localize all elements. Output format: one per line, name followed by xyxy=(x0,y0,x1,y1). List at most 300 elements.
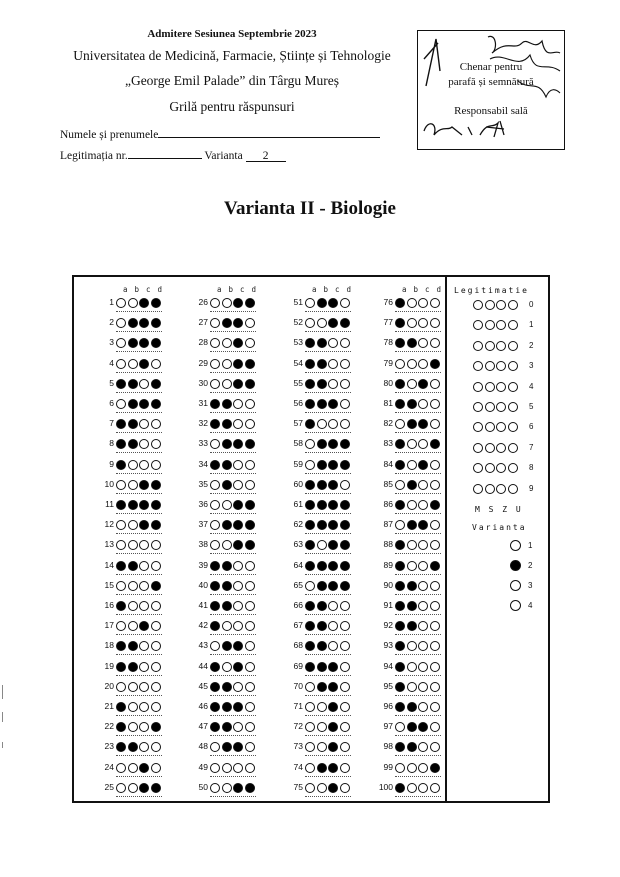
answer-bubble-d[interactable] xyxy=(151,540,161,550)
answer-bubble-d[interactable] xyxy=(430,561,440,571)
answer-bubble-d[interactable] xyxy=(430,460,440,470)
answer-bubble-d[interactable] xyxy=(245,399,255,409)
answer-bubble-b[interactable] xyxy=(222,682,232,692)
answer-bubble-a[interactable] xyxy=(210,682,220,692)
answer-bubble-a[interactable] xyxy=(305,399,315,409)
answer-bubble-a[interactable] xyxy=(395,601,405,611)
answer-bubble-d[interactable] xyxy=(245,298,255,308)
answer-bubble-a[interactable] xyxy=(305,500,315,510)
answer-bubble-b[interactable] xyxy=(407,662,417,672)
answer-bubble-b[interactable] xyxy=(222,379,232,389)
answer-bubble-a[interactable] xyxy=(116,561,126,571)
legitimatie-bubble[interactable] xyxy=(485,300,495,310)
legitimatie-bubble[interactable] xyxy=(508,341,518,351)
legitimatie-bubble[interactable] xyxy=(485,320,495,330)
answer-bubble-b[interactable] xyxy=(317,439,327,449)
answer-bubble-d[interactable] xyxy=(245,722,255,732)
answer-bubble-d[interactable] xyxy=(430,722,440,732)
answer-bubble-b[interactable] xyxy=(317,500,327,510)
answer-bubble-a[interactable] xyxy=(210,561,220,571)
answer-bubble-b[interactable] xyxy=(317,742,327,752)
legitimatie-bubble[interactable] xyxy=(496,484,506,494)
answer-bubble-b[interactable] xyxy=(222,742,232,752)
answer-bubble-a[interactable] xyxy=(210,379,220,389)
answer-bubble-d[interactable] xyxy=(245,379,255,389)
answer-bubble-c[interactable] xyxy=(328,480,338,490)
answer-bubble-a[interactable] xyxy=(305,379,315,389)
answer-bubble-b[interactable] xyxy=(407,500,417,510)
answer-bubble-a[interactable] xyxy=(395,500,405,510)
answer-bubble-c[interactable] xyxy=(328,581,338,591)
answer-bubble-b[interactable] xyxy=(128,318,138,328)
answer-bubble-b[interactable] xyxy=(317,682,327,692)
answer-bubble-d[interactable] xyxy=(340,359,350,369)
legitimatie-bubble[interactable] xyxy=(485,361,495,371)
answer-bubble-b[interactable] xyxy=(407,641,417,651)
answer-bubble-d[interactable] xyxy=(151,742,161,752)
legitimatie-bubble[interactable] xyxy=(485,463,495,473)
answer-bubble-d[interactable] xyxy=(151,783,161,793)
legitimatie-bubble[interactable] xyxy=(508,361,518,371)
answer-bubble-a[interactable] xyxy=(395,763,405,773)
answer-bubble-d[interactable] xyxy=(340,298,350,308)
answer-bubble-c[interactable] xyxy=(139,783,149,793)
legitimatie-bubble[interactable] xyxy=(485,341,495,351)
answer-bubble-b[interactable] xyxy=(128,520,138,530)
answer-bubble-b[interactable] xyxy=(128,621,138,631)
answer-bubble-c[interactable] xyxy=(233,783,243,793)
answer-bubble-d[interactable] xyxy=(340,581,350,591)
answer-bubble-d[interactable] xyxy=(340,702,350,712)
answer-bubble-d[interactable] xyxy=(340,338,350,348)
answer-bubble-b[interactable] xyxy=(407,581,417,591)
answer-bubble-d[interactable] xyxy=(340,480,350,490)
answer-bubble-a[interactable] xyxy=(395,460,405,470)
answer-bubble-c[interactable] xyxy=(233,702,243,712)
answer-bubble-b[interactable] xyxy=(128,419,138,429)
answer-bubble-a[interactable] xyxy=(305,783,315,793)
answer-bubble-d[interactable] xyxy=(430,581,440,591)
answer-bubble-c[interactable] xyxy=(233,662,243,672)
answer-bubble-b[interactable] xyxy=(317,338,327,348)
legitimatie-bubble[interactable] xyxy=(473,382,483,392)
answer-bubble-b[interactable] xyxy=(222,581,232,591)
answer-bubble-a[interactable] xyxy=(210,298,220,308)
answer-bubble-c[interactable] xyxy=(328,763,338,773)
answer-bubble-b[interactable] xyxy=(407,379,417,389)
answer-bubble-d[interactable] xyxy=(340,662,350,672)
answer-bubble-b[interactable] xyxy=(407,783,417,793)
answer-bubble-a[interactable] xyxy=(395,581,405,591)
answer-bubble-d[interactable] xyxy=(245,702,255,712)
answer-bubble-c[interactable] xyxy=(139,601,149,611)
answer-bubble-c[interactable] xyxy=(139,359,149,369)
answer-bubble-d[interactable] xyxy=(430,702,440,712)
answer-bubble-d[interactable] xyxy=(430,742,440,752)
answer-bubble-d[interactable] xyxy=(245,561,255,571)
answer-bubble-d[interactable] xyxy=(340,318,350,328)
answer-bubble-a[interactable] xyxy=(210,702,220,712)
answer-bubble-d[interactable] xyxy=(430,399,440,409)
answer-bubble-c[interactable] xyxy=(328,702,338,712)
answer-bubble-c[interactable] xyxy=(139,379,149,389)
answer-bubble-c[interactable] xyxy=(328,601,338,611)
answer-bubble-d[interactable] xyxy=(340,682,350,692)
answer-bubble-d[interactable] xyxy=(430,338,440,348)
answer-bubble-b[interactable] xyxy=(317,641,327,651)
answer-bubble-b[interactable] xyxy=(128,540,138,550)
answer-bubble-d[interactable] xyxy=(340,783,350,793)
answer-bubble-b[interactable] xyxy=(222,783,232,793)
legitimatie-bubble[interactable] xyxy=(508,422,518,432)
answer-bubble-a[interactable] xyxy=(210,662,220,672)
answer-bubble-d[interactable] xyxy=(245,480,255,490)
answer-bubble-d[interactable] xyxy=(430,662,440,672)
answer-bubble-d[interactable] xyxy=(245,500,255,510)
legitimatie-bubble[interactable] xyxy=(485,382,495,392)
answer-bubble-c[interactable] xyxy=(328,379,338,389)
answer-bubble-c[interactable] xyxy=(233,601,243,611)
answer-bubble-b[interactable] xyxy=(407,359,417,369)
answer-bubble-b[interactable] xyxy=(222,722,232,732)
answer-bubble-a[interactable] xyxy=(395,298,405,308)
answer-bubble-b[interactable] xyxy=(128,641,138,651)
answer-bubble-a[interactable] xyxy=(395,783,405,793)
answer-bubble-b[interactable] xyxy=(222,399,232,409)
answer-bubble-b[interactable] xyxy=(317,480,327,490)
answer-bubble-c[interactable] xyxy=(418,783,428,793)
answer-bubble-b[interactable] xyxy=(128,742,138,752)
answer-bubble-c[interactable] xyxy=(418,298,428,308)
answer-bubble-b[interactable] xyxy=(222,561,232,571)
answer-bubble-d[interactable] xyxy=(430,682,440,692)
answer-bubble-b[interactable] xyxy=(317,359,327,369)
answer-bubble-b[interactable] xyxy=(407,419,417,429)
answer-bubble-d[interactable] xyxy=(430,763,440,773)
answer-bubble-d[interactable] xyxy=(430,783,440,793)
answer-bubble-b[interactable] xyxy=(128,601,138,611)
legitimatie-bubble[interactable] xyxy=(485,484,495,494)
answer-bubble-a[interactable] xyxy=(395,399,405,409)
answer-bubble-c[interactable] xyxy=(139,480,149,490)
answer-bubble-b[interactable] xyxy=(317,621,327,631)
answer-bubble-c[interactable] xyxy=(233,682,243,692)
answer-bubble-c[interactable] xyxy=(233,561,243,571)
answer-bubble-b[interactable] xyxy=(407,540,417,550)
answer-bubble-b[interactable] xyxy=(222,601,232,611)
answer-bubble-b[interactable] xyxy=(317,460,327,470)
answer-bubble-b[interactable] xyxy=(317,662,327,672)
answer-bubble-d[interactable] xyxy=(245,581,255,591)
answer-bubble-d[interactable] xyxy=(151,520,161,530)
answer-bubble-a[interactable] xyxy=(210,601,220,611)
answer-bubble-b[interactable] xyxy=(317,540,327,550)
answer-bubble-b[interactable] xyxy=(222,439,232,449)
answer-bubble-d[interactable] xyxy=(430,520,440,530)
answer-bubble-b[interactable] xyxy=(317,722,327,732)
answer-bubble-b[interactable] xyxy=(407,399,417,409)
answer-bubble-d[interactable] xyxy=(151,621,161,631)
answer-bubble-b[interactable] xyxy=(317,399,327,409)
answer-bubble-d[interactable] xyxy=(151,460,161,470)
answer-bubble-b[interactable] xyxy=(128,763,138,773)
answer-bubble-b[interactable] xyxy=(407,338,417,348)
answer-bubble-d[interactable] xyxy=(340,540,350,550)
answer-bubble-b[interactable] xyxy=(407,742,417,752)
answer-bubble-d[interactable] xyxy=(151,722,161,732)
answer-bubble-a[interactable] xyxy=(305,662,315,672)
legitimatie-bubble[interactable] xyxy=(496,300,506,310)
answer-bubble-d[interactable] xyxy=(430,480,440,490)
answer-bubble-b[interactable] xyxy=(222,298,232,308)
answer-bubble-c[interactable] xyxy=(139,662,149,672)
answer-bubble-b[interactable] xyxy=(128,439,138,449)
answer-bubble-d[interactable] xyxy=(340,460,350,470)
answer-bubble-d[interactable] xyxy=(340,763,350,773)
answer-bubble-d[interactable] xyxy=(430,500,440,510)
answer-bubble-b[interactable] xyxy=(222,419,232,429)
answer-bubble-d[interactable] xyxy=(151,399,161,409)
legitimatie-bubble[interactable] xyxy=(485,443,495,453)
answer-bubble-c[interactable] xyxy=(328,561,338,571)
legitimatie-bubble[interactable] xyxy=(508,443,518,453)
answer-bubble-b[interactable] xyxy=(407,480,417,490)
answer-bubble-c[interactable] xyxy=(233,763,243,773)
answer-bubble-c[interactable] xyxy=(139,763,149,773)
answer-bubble-d[interactable] xyxy=(430,419,440,429)
answer-bubble-c[interactable] xyxy=(418,480,428,490)
answer-bubble-b[interactable] xyxy=(222,359,232,369)
answer-bubble-b[interactable] xyxy=(128,581,138,591)
answer-bubble-b[interactable] xyxy=(317,581,327,591)
answer-bubble-d[interactable] xyxy=(245,318,255,328)
answer-bubble-b[interactable] xyxy=(317,601,327,611)
answer-bubble-a[interactable] xyxy=(305,298,315,308)
answer-bubble-a[interactable] xyxy=(116,662,126,672)
answer-bubble-d[interactable] xyxy=(245,520,255,530)
answer-bubble-d[interactable] xyxy=(245,460,255,470)
answer-bubble-b[interactable] xyxy=(128,298,138,308)
answer-bubble-b[interactable] xyxy=(222,702,232,712)
answer-bubble-c[interactable] xyxy=(328,500,338,510)
legitimatie-bubble[interactable] xyxy=(473,484,483,494)
answer-bubble-c[interactable] xyxy=(418,702,428,712)
answer-bubble-b[interactable] xyxy=(222,460,232,470)
answer-bubble-c[interactable] xyxy=(418,379,428,389)
answer-bubble-b[interactable] xyxy=(317,520,327,530)
legitimatie-bubble[interactable] xyxy=(508,300,518,310)
answer-bubble-d[interactable] xyxy=(151,500,161,510)
answer-bubble-c[interactable] xyxy=(139,500,149,510)
answer-bubble-d[interactable] xyxy=(430,641,440,651)
answer-bubble-b[interactable] xyxy=(128,359,138,369)
answer-bubble-a[interactable] xyxy=(305,460,315,470)
answer-bubble-b[interactable] xyxy=(317,702,327,712)
answer-bubble-b[interactable] xyxy=(222,318,232,328)
answer-bubble-c[interactable] xyxy=(233,480,243,490)
name-field[interactable] xyxy=(60,126,380,141)
legitimatie-bubble[interactable] xyxy=(473,341,483,351)
answer-bubble-c[interactable] xyxy=(139,702,149,712)
answer-bubble-a[interactable] xyxy=(210,480,220,490)
answer-bubble-b[interactable] xyxy=(128,702,138,712)
answer-bubble-a[interactable] xyxy=(116,682,126,692)
answer-bubble-d[interactable] xyxy=(151,379,161,389)
answer-bubble-d[interactable] xyxy=(430,439,440,449)
answer-bubble-d[interactable] xyxy=(340,601,350,611)
answer-bubble-d[interactable] xyxy=(151,419,161,429)
answer-bubble-c[interactable] xyxy=(328,682,338,692)
answer-bubble-b[interactable] xyxy=(317,318,327,328)
legitimatie-bubble[interactable] xyxy=(473,402,483,412)
answer-bubble-a[interactable] xyxy=(210,763,220,773)
answer-bubble-a[interactable] xyxy=(116,298,126,308)
answer-bubble-a[interactable] xyxy=(116,601,126,611)
answer-bubble-d[interactable] xyxy=(430,298,440,308)
answer-bubble-d[interactable] xyxy=(340,500,350,510)
legitimatie-bubble[interactable] xyxy=(485,402,495,412)
answer-bubble-b[interactable] xyxy=(407,520,417,530)
answer-bubble-b[interactable] xyxy=(128,480,138,490)
legitimatie-bubble[interactable] xyxy=(485,422,495,432)
answer-bubble-b[interactable] xyxy=(407,460,417,470)
answer-bubble-d[interactable] xyxy=(340,439,350,449)
answer-bubble-b[interactable] xyxy=(317,419,327,429)
answer-bubble-b[interactable] xyxy=(222,540,232,550)
answer-bubble-d[interactable] xyxy=(340,520,350,530)
answer-bubble-d[interactable] xyxy=(151,662,161,672)
varianta-bubble-1[interactable] xyxy=(510,540,521,551)
answer-bubble-c[interactable] xyxy=(328,359,338,369)
answer-bubble-b[interactable] xyxy=(222,480,232,490)
answer-bubble-b[interactable] xyxy=(128,338,138,348)
answer-bubble-d[interactable] xyxy=(151,480,161,490)
answer-bubble-a[interactable] xyxy=(210,359,220,369)
answer-bubble-d[interactable] xyxy=(245,763,255,773)
answer-bubble-d[interactable] xyxy=(151,581,161,591)
answer-bubble-b[interactable] xyxy=(407,561,417,571)
answer-bubble-b[interactable] xyxy=(128,783,138,793)
answer-bubble-a[interactable] xyxy=(305,480,315,490)
answer-bubble-d[interactable] xyxy=(245,338,255,348)
legitimatie-bubble[interactable] xyxy=(508,320,518,330)
answer-bubble-c[interactable] xyxy=(233,298,243,308)
answer-bubble-d[interactable] xyxy=(430,621,440,631)
answer-bubble-b[interactable] xyxy=(128,460,138,470)
answer-bubble-a[interactable] xyxy=(116,480,126,490)
id-underline[interactable] xyxy=(128,147,202,159)
answer-bubble-b[interactable] xyxy=(407,702,417,712)
answer-bubble-d[interactable] xyxy=(151,338,161,348)
answer-bubble-c[interactable] xyxy=(418,359,428,369)
answer-bubble-a[interactable] xyxy=(305,763,315,773)
answer-bubble-b[interactable] xyxy=(317,783,327,793)
answer-bubble-b[interactable] xyxy=(128,399,138,409)
answer-bubble-d[interactable] xyxy=(340,641,350,651)
answer-bubble-c[interactable] xyxy=(139,460,149,470)
legitimatie-bubble[interactable] xyxy=(473,300,483,310)
answer-bubble-d[interactable] xyxy=(151,359,161,369)
answer-bubble-d[interactable] xyxy=(340,621,350,631)
answer-bubble-c[interactable] xyxy=(418,561,428,571)
answer-bubble-b[interactable] xyxy=(222,641,232,651)
answer-bubble-a[interactable] xyxy=(305,682,315,692)
varianta-bubble-2[interactable] xyxy=(510,560,521,571)
answer-bubble-a[interactable] xyxy=(305,359,315,369)
answer-bubble-d[interactable] xyxy=(151,702,161,712)
answer-bubble-c[interactable] xyxy=(139,298,149,308)
answer-bubble-b[interactable] xyxy=(407,682,417,692)
answer-bubble-b[interactable] xyxy=(317,561,327,571)
answer-bubble-c[interactable] xyxy=(139,581,149,591)
answer-bubble-d[interactable] xyxy=(340,399,350,409)
answer-bubble-a[interactable] xyxy=(116,359,126,369)
answer-bubble-d[interactable] xyxy=(245,359,255,369)
answer-bubble-d[interactable] xyxy=(245,540,255,550)
answer-bubble-c[interactable] xyxy=(418,682,428,692)
answer-bubble-b[interactable] xyxy=(407,763,417,773)
answer-bubble-c[interactable] xyxy=(233,399,243,409)
answer-bubble-d[interactable] xyxy=(245,641,255,651)
answer-bubble-d[interactable] xyxy=(340,742,350,752)
answer-bubble-c[interactable] xyxy=(418,662,428,672)
answer-bubble-b[interactable] xyxy=(317,379,327,389)
answer-bubble-d[interactable] xyxy=(151,763,161,773)
answer-bubble-b[interactable] xyxy=(128,662,138,672)
legitimatie-bubble[interactable] xyxy=(508,484,518,494)
answer-bubble-a[interactable] xyxy=(116,783,126,793)
answer-bubble-d[interactable] xyxy=(245,601,255,611)
answer-bubble-a[interactable] xyxy=(305,702,315,712)
answer-bubble-a[interactable] xyxy=(116,581,126,591)
answer-bubble-b[interactable] xyxy=(407,722,417,732)
answer-bubble-a[interactable] xyxy=(395,561,405,571)
answer-bubble-b[interactable] xyxy=(407,439,417,449)
answer-bubble-d[interactable] xyxy=(340,561,350,571)
legitimatie-bubble[interactable] xyxy=(508,463,518,473)
answer-bubble-d[interactable] xyxy=(245,439,255,449)
answer-bubble-d[interactable] xyxy=(430,379,440,389)
answer-bubble-c[interactable] xyxy=(233,581,243,591)
answer-bubble-d[interactable] xyxy=(245,742,255,752)
answer-bubble-d[interactable] xyxy=(340,379,350,389)
answer-bubble-a[interactable] xyxy=(305,561,315,571)
legitimatie-bubble[interactable] xyxy=(496,382,506,392)
answer-bubble-b[interactable] xyxy=(222,338,232,348)
answer-bubble-a[interactable] xyxy=(395,379,405,389)
answer-bubble-c[interactable] xyxy=(233,359,243,369)
answer-bubble-b[interactable] xyxy=(407,298,417,308)
answer-bubble-a[interactable] xyxy=(305,581,315,591)
answer-bubble-a[interactable] xyxy=(116,460,126,470)
legitimatie-bubble[interactable] xyxy=(496,402,506,412)
answer-bubble-c[interactable] xyxy=(328,298,338,308)
answer-bubble-c[interactable] xyxy=(139,561,149,571)
answer-bubble-a[interactable] xyxy=(210,783,220,793)
answer-bubble-a[interactable] xyxy=(116,379,126,389)
answer-bubble-c[interactable] xyxy=(418,601,428,611)
legitimatie-bubble[interactable] xyxy=(473,443,483,453)
answer-bubble-c[interactable] xyxy=(139,399,149,409)
answer-bubble-c[interactable] xyxy=(418,460,428,470)
answer-bubble-c[interactable] xyxy=(233,460,243,470)
answer-bubble-d[interactable] xyxy=(340,419,350,429)
legitimatie-bubble[interactable] xyxy=(496,341,506,351)
answer-bubble-d[interactable] xyxy=(245,682,255,692)
answer-bubble-d[interactable] xyxy=(151,641,161,651)
answer-bubble-d[interactable] xyxy=(245,662,255,672)
answer-bubble-d[interactable] xyxy=(340,722,350,732)
